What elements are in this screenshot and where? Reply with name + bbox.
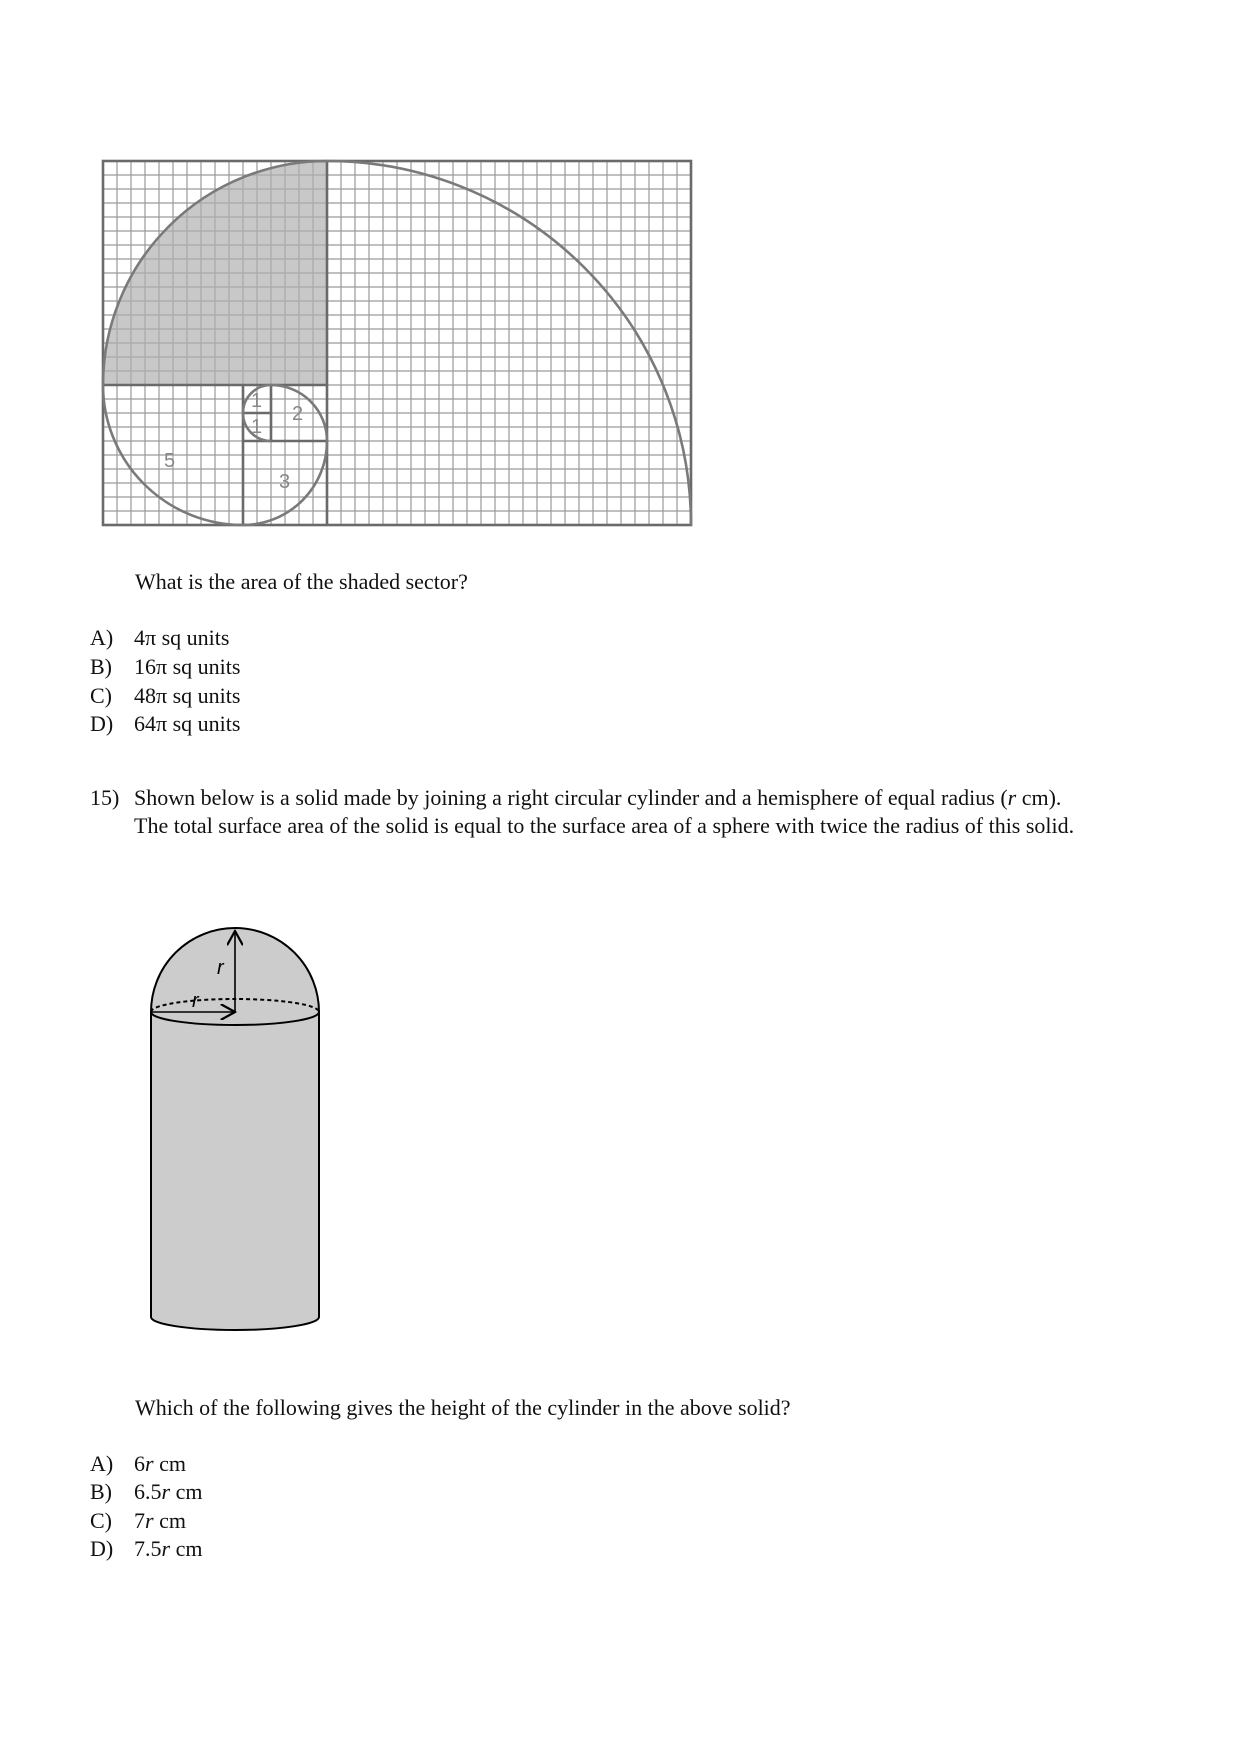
option-value (134, 1535, 202, 1563)
option-unit: cm (153, 1508, 186, 1533)
option-letter: D) (90, 1536, 114, 1561)
option-coef: 7.5 (134, 1536, 162, 1561)
option-value: 48π sq units (134, 683, 241, 708)
square-label-3: 3 (279, 471, 291, 493)
option-letter: C) (90, 1508, 112, 1533)
square-label-1b: 1 (251, 416, 263, 438)
horizontal-r-label: r (192, 990, 199, 1012)
option-letter: C) (90, 683, 112, 708)
option-letter: B) (90, 654, 112, 679)
vertical-r-label: r (217, 957, 224, 979)
square-label-1a: 1 (251, 390, 263, 412)
option-unit: cm (153, 1451, 186, 1476)
square-label-2: 2 (292, 403, 304, 425)
option-coef: 6.5 (134, 1479, 162, 1504)
q14-prompt: What is the area of the shaded sector? (135, 569, 468, 594)
q15-text-part-2: cm). The total surface area of the solid is equal to the surface area of a sphere with twice the radius of this solid. (134, 785, 1075, 838)
option-var: r (161, 1536, 171, 1561)
option-letter: A) (90, 1451, 114, 1476)
q15-stem (90, 784, 1100, 874)
option-unit: cm (170, 1479, 203, 1504)
q15-prompt: Which of the following gives the height of the cylinder in the above solid? (135, 1395, 791, 1420)
square-label-5: 5 (164, 450, 176, 472)
option-value (134, 1507, 186, 1535)
option-letter: A) (90, 625, 114, 650)
option-coef: 7 (134, 1508, 145, 1533)
option-letter: D) (90, 711, 114, 736)
fibonacci-spiral-figure (0, 0, 700, 540)
option-var: r (161, 1479, 171, 1504)
option-var: r (145, 1508, 154, 1533)
option-value: 64π sq units (134, 711, 241, 736)
option-var: r (145, 1451, 154, 1476)
option-unit: cm (170, 1536, 203, 1561)
option-value: 16π sq units (134, 654, 241, 679)
option-value: 4π sq units (134, 625, 230, 650)
option-coef: 6 (134, 1451, 145, 1476)
option-letter: B) (90, 1479, 112, 1504)
q15-text (134, 784, 1094, 840)
q15-text-variable-r: r (1007, 785, 1017, 810)
q15-text-part-1: Shown below is a solid made by joining a right circular cylinder and a hemisphere of equal radius ( (134, 785, 1008, 810)
question-number: 15) (90, 785, 120, 810)
cylinder-hemisphere-figure (140, 915, 340, 1335)
option-value (134, 1478, 202, 1506)
option-value (134, 1450, 186, 1478)
